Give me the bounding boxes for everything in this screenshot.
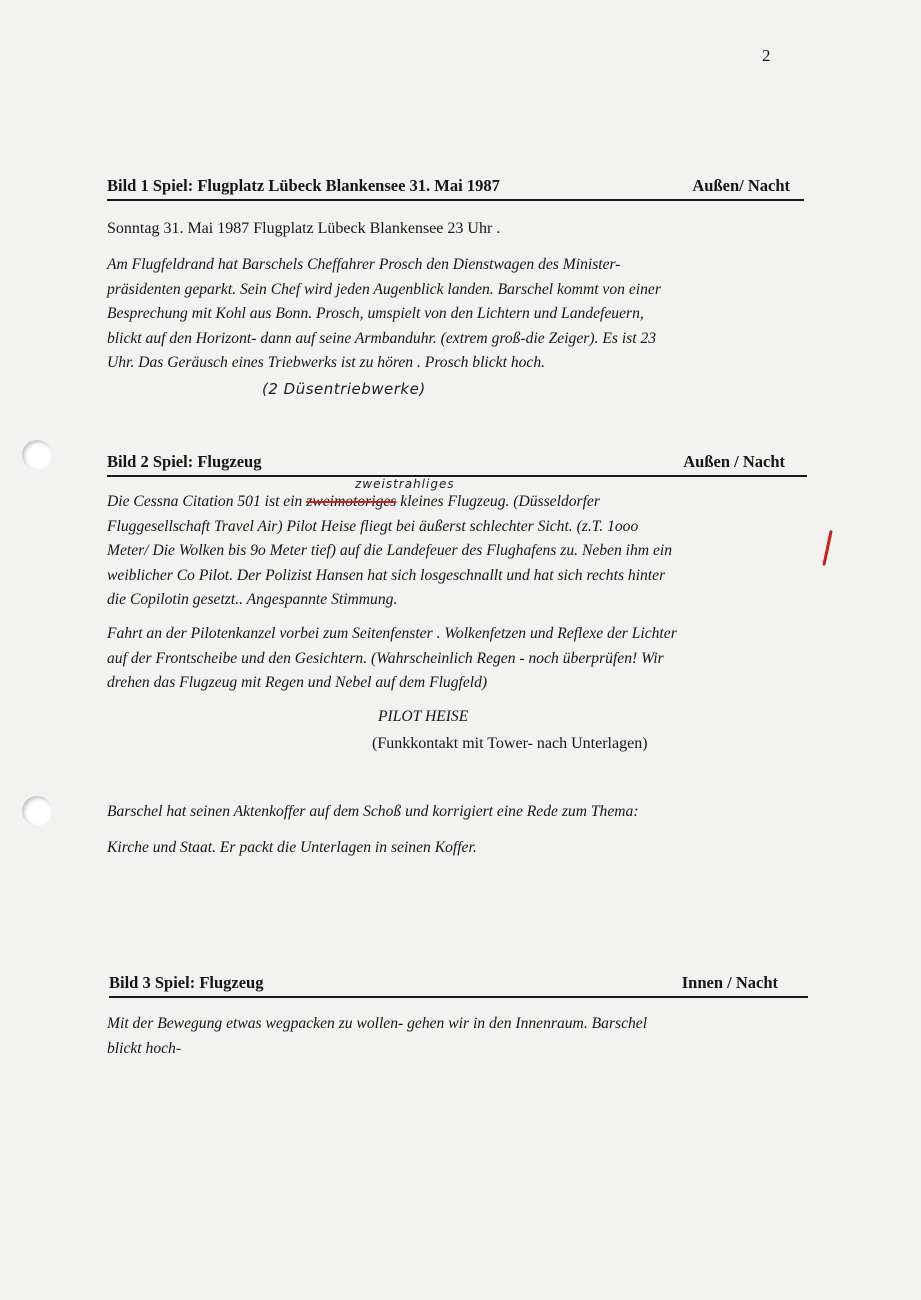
text-line: Fahrt an der Pilotenkanzel vorbei zum Seitenfenster . Wolkenfetzen und Reflexe der Lichter (107, 625, 677, 642)
text-line: blickt auf den Horizont- dann auf seine Armbanduhr. (extrem groß-die Zeiger). Es ist 23 (107, 329, 657, 347)
scene-2-setting: Außen / Nacht (683, 452, 785, 471)
scene-1-header (107, 176, 804, 201)
page-number: 2 (762, 46, 771, 65)
scene-2-paragraph-3: Barschel hat seinen Aktenkoffer auf dem Schoß und korrigiert eine Rede zum Thema: (107, 803, 639, 820)
scene-2-title: Bild 2 Spiel: Flugzeug (107, 452, 262, 471)
struck-word: zweimotoriges (306, 493, 397, 510)
text-line: Uhr. Das Geräusch eines Triebwerks ist zu hören . Prosch blickt hoch. (107, 354, 546, 372)
scene-3-paragraph (107, 1012, 817, 1061)
text-line: Besprechung mit Kohl aus Bonn. Prosch, umspielt von den Lichtern und Landefeuern, (107, 305, 644, 323)
scene-1-paragraph (107, 253, 807, 376)
text-line (107, 490, 817, 515)
text-line: auf der Frontscheibe und den Gesichtern. (Wahrscheinlich Regen - noch überprüfen! Wir (107, 649, 664, 667)
scene-2-paragraph-4: Kirche und Staat. Er packt die Unterlagen in seinen Koffer. (107, 839, 477, 856)
scene-2-paragraph-2 (107, 622, 817, 696)
scene-3-title: Bild 3 Spiel: Flugzeug (109, 973, 264, 992)
text-line: Mit der Bewegung etwas wegpacken zu wollen- gehen wir in den Innenraum. Barschel (107, 1015, 648, 1032)
text-span: kleines Flugzeug. (Düsseldorfer (396, 493, 600, 510)
speaker-name: PILOT HEISE (378, 708, 469, 725)
scene-2-header (107, 452, 807, 477)
red-margin-mark (822, 530, 832, 566)
handwritten-correction: zweistrahliges (355, 477, 455, 491)
stage-direction: (Funkkontakt mit Tower- nach Unterlagen) (372, 735, 648, 752)
punch-hole (22, 440, 52, 470)
text-line: Fluggesellschaft Travel Air) Pilot Heise fliegt bei äußerst schlechter Sicht. (z.T. 1ooo (107, 517, 639, 535)
text-line: Am Flugfeldrand hat Barschels Cheffahrer Prosch den Dienstwagen des Minister- (107, 256, 621, 273)
scene-1-date-line: Sonntag 31. Mai 1987 Flugplatz Lübeck Blankensee 23 Uhr . (107, 220, 501, 237)
text-line: präsidenten geparkt. Sein Chef wird jeden Augenblick landen. Barschel kommt von einer (107, 280, 661, 298)
handwritten-note: (2 Düsentriebwerke) (262, 380, 426, 398)
scene-3-header (109, 973, 808, 998)
text-line: blickt hoch- (107, 1039, 182, 1057)
scene-2-paragraph-1 (107, 490, 817, 613)
text-line: die Copilotin gesetzt.. Angespannte Stimmung. (107, 591, 398, 609)
text-line: weiblicher Co Pilot. Der Polizist Hansen hat sich losgeschnallt und hat sich rechts hinter (107, 566, 666, 584)
punch-hole (22, 796, 52, 826)
scene-1-title: Bild 1 Spiel: Flugplatz Lübeck Blankensee 31. Mai 1987 (107, 176, 500, 195)
text-line: Meter/ Die Wolken bis 9o Meter tief) auf die Landefeuer des Flughafens zu. Neben ihm ein (107, 542, 673, 560)
text-span: Die Cessna Citation 501 ist ein (107, 493, 307, 510)
scene-3-setting: Innen / Nacht (681, 973, 778, 992)
scene-1-setting: Außen/ Nacht (692, 176, 790, 195)
text-line: drehen das Flugzeug mit Regen und Nebel auf dem Flugfeld) (107, 674, 488, 692)
